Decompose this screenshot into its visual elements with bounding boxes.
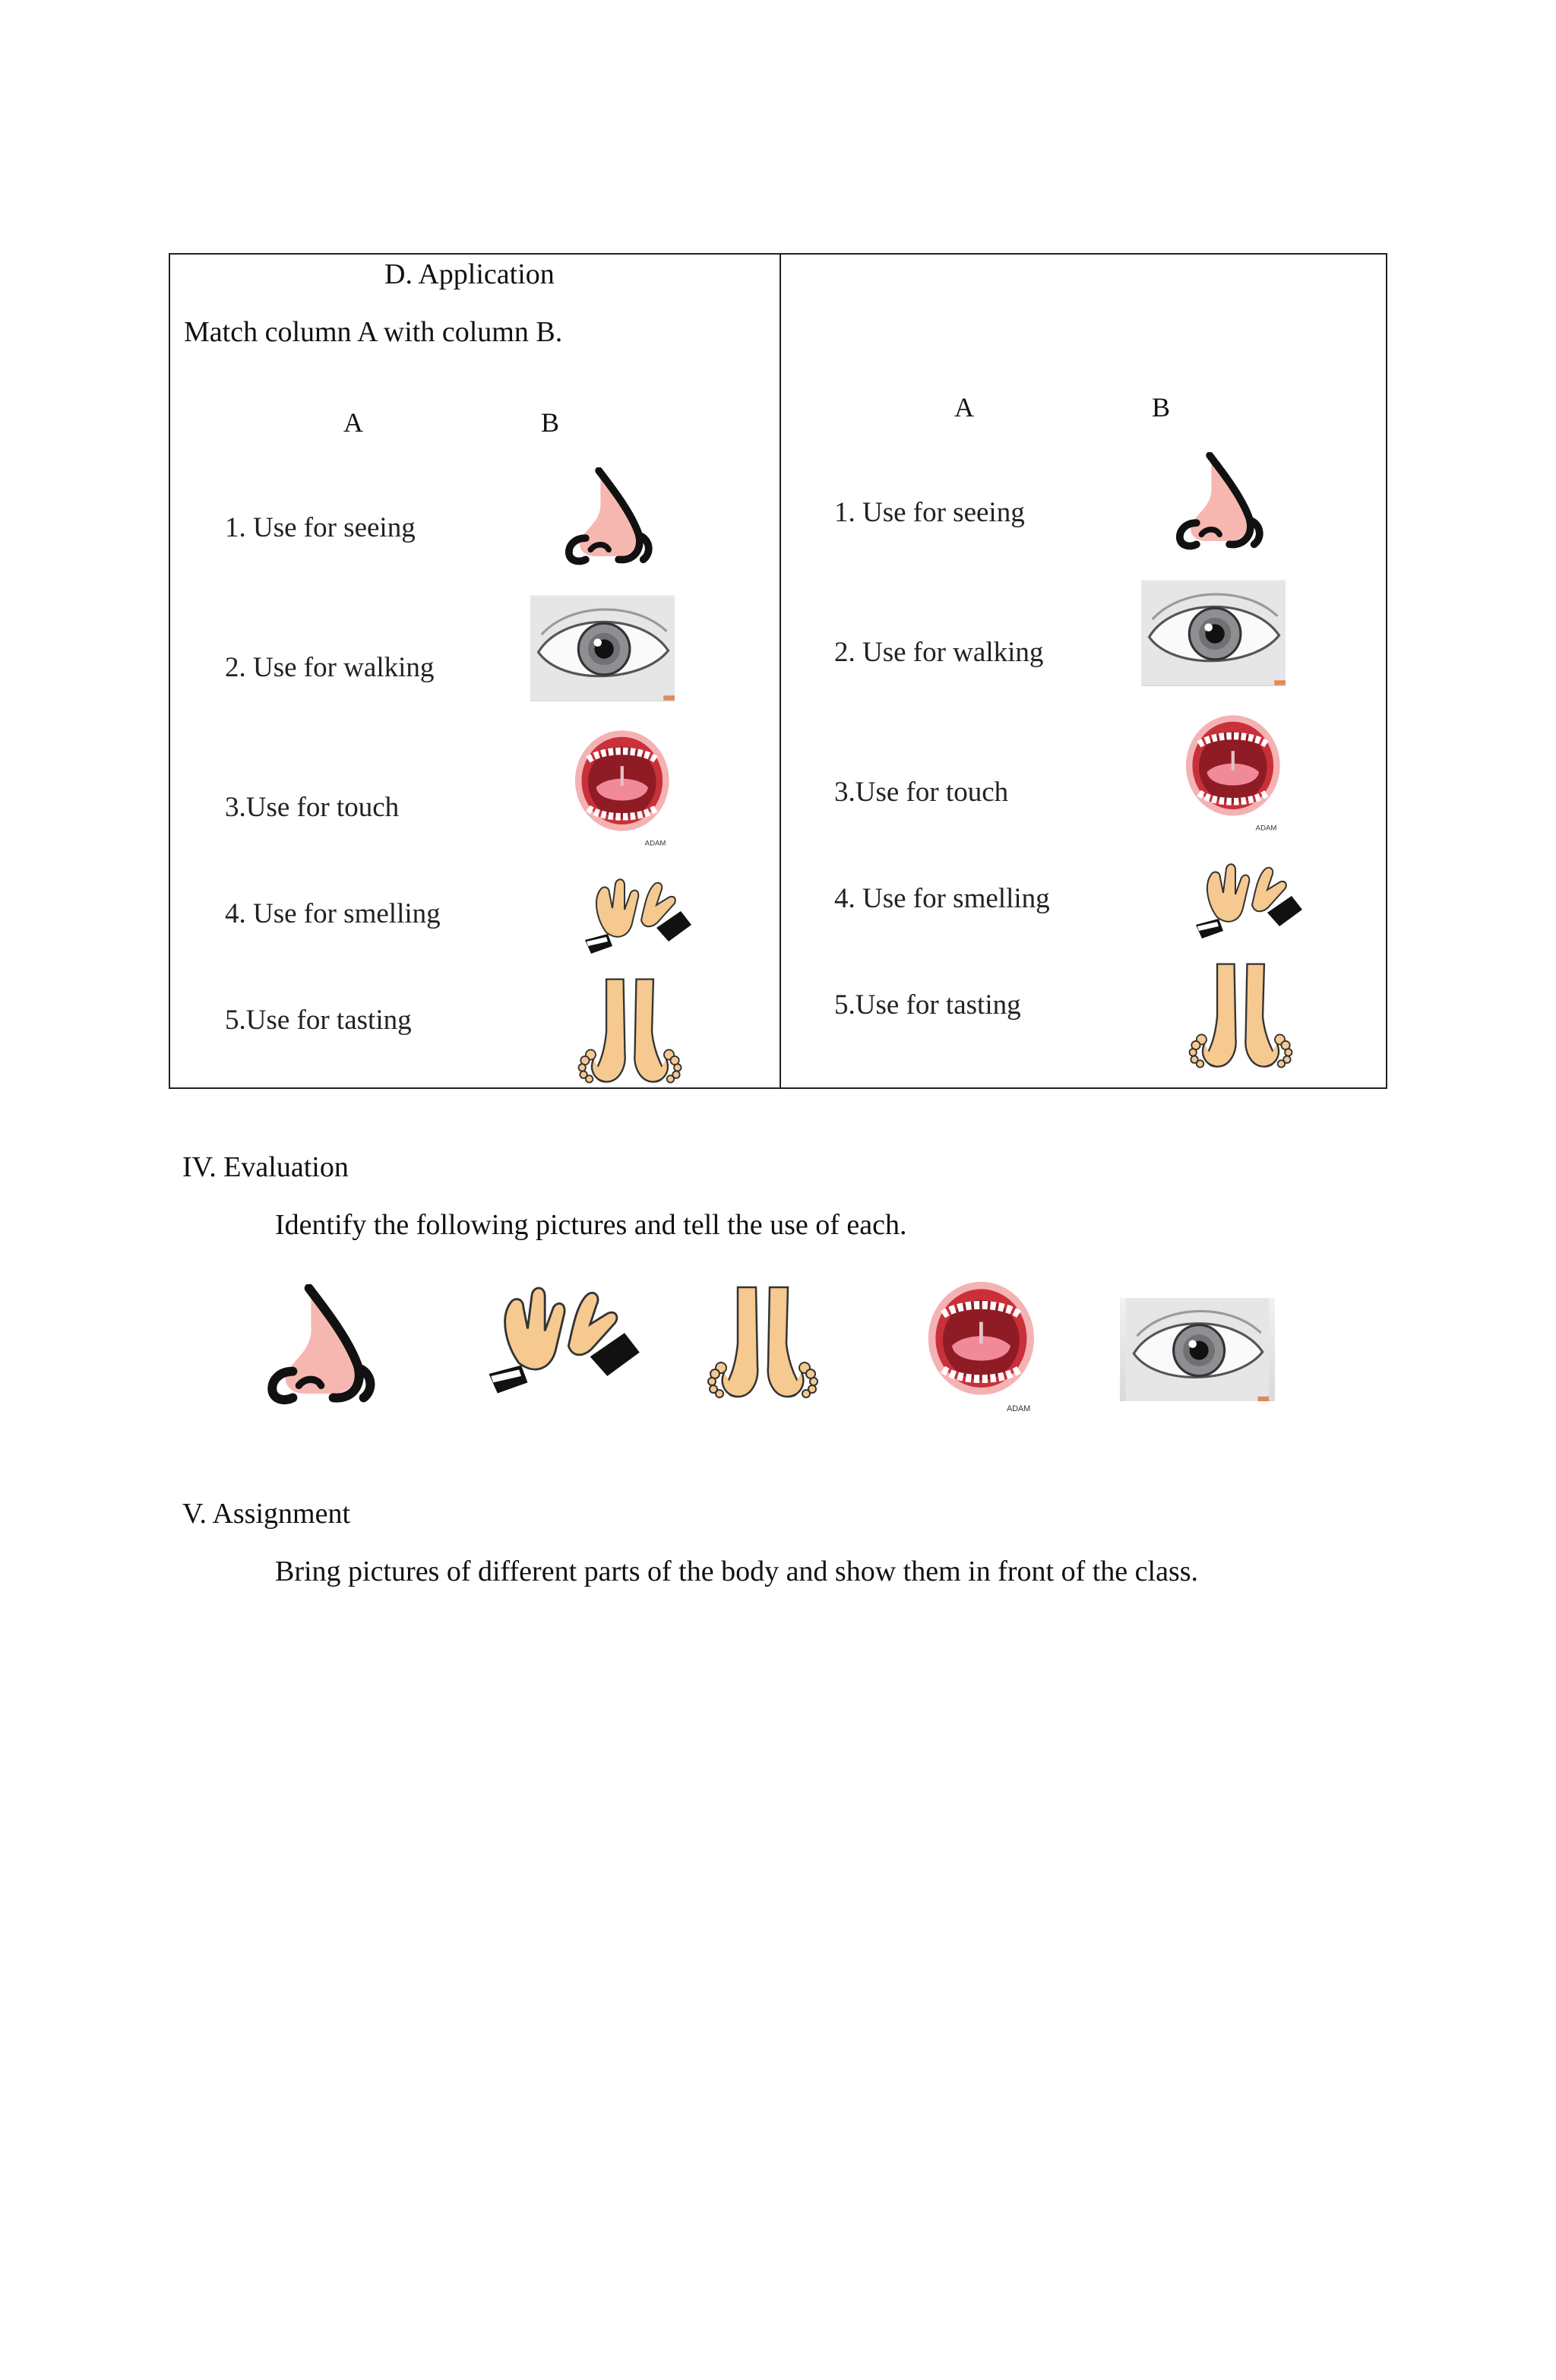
evaluation-heading: IV. Evaluation xyxy=(182,1151,349,1183)
column-a-header: A xyxy=(343,407,363,438)
item-touch-2: 3.Use for touch xyxy=(834,777,1009,808)
column-b-header: B xyxy=(541,407,560,438)
assignment-heading: V. Assignment xyxy=(182,1498,351,1530)
application-table xyxy=(169,253,1387,1089)
eval-mouth-icon xyxy=(904,1278,1064,1415)
item-tasting-2: 5.Use for tasting xyxy=(834,989,1021,1021)
application-instruction: Match column A with column B. xyxy=(184,316,563,348)
eye-icon-2 xyxy=(1141,580,1286,686)
mouth-icon xyxy=(571,727,678,849)
item-smelling-2: 4. Use for smelling xyxy=(834,883,1050,914)
item-tasting: 5.Use for tasting xyxy=(225,1005,412,1036)
feet-icon xyxy=(558,975,702,1089)
table-divider xyxy=(780,255,781,1087)
eval-nose-icon xyxy=(228,1284,410,1406)
eye-icon xyxy=(530,595,675,701)
hands-icon xyxy=(574,867,696,958)
column-a-header-2: A xyxy=(954,392,974,423)
feet-icon-2 xyxy=(1169,960,1313,1074)
item-seeing: 1. Use for seeing xyxy=(225,512,416,543)
mouth-icon-2 xyxy=(1182,712,1289,834)
evaluation-instruction: Identify the following pictures and tell the use of each. xyxy=(275,1209,907,1241)
column-b-header-2: B xyxy=(1152,392,1171,423)
item-touch: 3.Use for touch xyxy=(225,792,400,823)
eval-hands-icon xyxy=(465,1271,655,1400)
item-seeing-2: 1. Use for seeing xyxy=(834,497,1025,528)
nose-icon-2 xyxy=(1169,452,1267,551)
assignment-instruction: Bring pictures of different parts of the body and show them in front of the class. xyxy=(275,1556,1199,1587)
item-smelling: 4. Use for smelling xyxy=(225,898,441,929)
item-walking: 2. Use for walking xyxy=(225,652,435,683)
nose-icon xyxy=(558,467,656,566)
eval-eye-icon xyxy=(1120,1298,1275,1401)
hands-icon-2 xyxy=(1185,852,1307,943)
eval-feet-icon xyxy=(672,1283,854,1404)
item-walking-2: 2. Use for walking xyxy=(834,637,1044,668)
application-title: D. Application xyxy=(384,258,555,290)
